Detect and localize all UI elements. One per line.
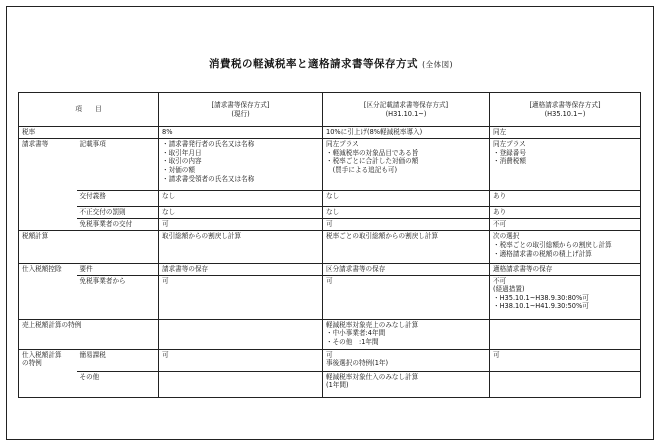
simplified-current: 可 (159, 349, 323, 371)
label-purchase-special-line2: の特例 (22, 359, 42, 368)
list-item: ・登録番号 (493, 148, 526, 157)
list-item: ・請求書受領者の氏名又は名称 (162, 174, 255, 183)
issue-duty-kubun: なし (323, 191, 490, 207)
input-req-kubun: 区分請求書等の保存 (323, 263, 490, 275)
list-item: ・軽減税率の対象品目である旨 (326, 148, 419, 157)
header-kubun-title: [区分記載請求書等保存方式] (363, 100, 449, 109)
list-item: ・税率ごとに合計した対価の額 (326, 157, 419, 166)
header-current (159, 93, 323, 127)
input-exempt-qualified (490, 275, 641, 319)
label-invoice-items: 記載事項 (77, 139, 159, 191)
list-item: 軽減税率対象仕入のみなし計算 (326, 372, 419, 381)
list-item: 同左プラス (493, 140, 526, 149)
label-tax-rate: 税率 (19, 127, 159, 139)
list-item: ・対価の額 (162, 165, 195, 174)
list-item: 事後選択の特例(1年) (326, 359, 389, 368)
row-exempt-issue (19, 219, 641, 231)
exempt-issue-qualified: 不可 (490, 219, 641, 231)
simplified-qualified: 可 (490, 349, 641, 371)
list-item: (買手による追記も可) (326, 165, 398, 174)
invoice-items-qualified (490, 139, 641, 191)
list-item: 次の選択 (493, 232, 520, 241)
input-exempt-kubun: 可 (323, 275, 490, 319)
row-input-exempt (19, 275, 641, 319)
list-item: (経過措置) (493, 285, 525, 294)
document-title (0, 56, 662, 71)
header-row (19, 93, 641, 127)
label-invoice: 請求書等 (19, 139, 77, 231)
tax-calc-kubun: 税率ごとの取引総額からの割戻し計算 (323, 231, 490, 263)
input-req-qualified: 適格請求書等の保存 (490, 263, 641, 275)
row-sales-special (19, 319, 641, 349)
header-kubun (323, 93, 490, 127)
sales-special-current (159, 319, 323, 349)
list-item: ・取引年月日 (162, 148, 202, 157)
label-simplified: 簡易課税 (77, 349, 159, 371)
sales-special-qualified (490, 319, 641, 349)
tax-rate-kubun: 10%に引上げ(8%軽減税率導入) (323, 127, 490, 139)
row-issue-duty (19, 191, 641, 207)
title-subtitle: (全体図) (422, 60, 453, 69)
sales-special-kubun (323, 319, 490, 349)
header-current-date: (現行) (231, 109, 250, 118)
header-qualified-date: (H35.10.1~) (544, 109, 586, 118)
simplified-kubun (323, 349, 490, 371)
tax-rate-qualified: 同左 (490, 127, 641, 139)
row-penalty (19, 207, 641, 219)
tax-calc-current: 取引総額からの割戻し計算 (159, 231, 323, 263)
issue-duty-qualified: あり (490, 191, 641, 207)
invoice-items-kubun (323, 139, 490, 191)
label-input-credit: 仕入税額控除 (19, 263, 77, 319)
list-item: ・中小事業者:4年間 (326, 329, 386, 338)
list-item: ・H35.10.1~H38.9.30:80%可 (493, 293, 589, 302)
purchase-other-qualified (490, 371, 641, 397)
invoice-items-current (159, 139, 323, 191)
input-req-current: 請求書等の保存 (159, 263, 323, 275)
list-item: 不可 (493, 276, 507, 285)
penalty-current: なし (159, 207, 323, 219)
header-qualified-title: [適格請求書等保存方式] (529, 100, 601, 109)
list-item: ・取引の内容 (162, 157, 202, 166)
issue-duty-current: なし (159, 191, 323, 207)
header-current-title: [請求書等保存方式] (211, 100, 270, 109)
row-tax-rate (19, 127, 641, 139)
label-penalty: 不正交付の罰則 (77, 207, 159, 219)
title-text: 消費税の軽減税率と適格請求書等保存方式 (208, 58, 418, 70)
label-exempt-issue: 免税事業者の交付 (77, 219, 159, 231)
row-purchase-simplified (19, 349, 641, 371)
label-purchase-other: その他 (77, 371, 159, 397)
input-exempt-current: 可 (159, 275, 323, 319)
label-input-req: 要件 (77, 263, 159, 275)
purchase-other-kubun (323, 371, 490, 397)
label-issue-duty: 交付義務 (77, 191, 159, 207)
row-input-req (19, 263, 641, 275)
label-tax-calc: 税額計算 (19, 231, 159, 263)
purchase-other-current (159, 371, 323, 397)
list-item: ・その他 :1年間 (326, 337, 379, 346)
row-invoice-items (19, 139, 641, 191)
row-purchase-other (19, 371, 641, 397)
list-item: (1年間) (326, 381, 349, 390)
label-purchase-special-line1: 仕入税額計算 (22, 350, 62, 359)
row-tax-calc (19, 231, 641, 263)
penalty-kubun: なし (323, 207, 490, 219)
tax-rate-current: 8% (159, 127, 323, 139)
tax-calc-qualified (490, 231, 641, 263)
list-item: 可 (326, 350, 333, 359)
list-item: ・H38.10.1~H41.9.30:50%可 (493, 302, 589, 311)
header-qualified (490, 93, 641, 127)
list-item: 軽減税率対象売上のみなし計算 (326, 320, 419, 329)
comparison-table (18, 92, 641, 398)
label-input-exempt: 免税事業者から (77, 275, 159, 319)
list-item: ・消費税額 (493, 157, 526, 166)
list-item: 同左プラス (326, 140, 359, 149)
penalty-qualified: あり (490, 207, 641, 219)
header-kubun-date: (H31.10.1~) (385, 109, 427, 118)
exempt-issue-kubun: 可 (323, 219, 490, 231)
list-item: ・適格請求書の税額の積上げ計算 (493, 249, 592, 258)
label-purchase-special (19, 349, 77, 397)
header-item: 項 目 (19, 93, 159, 127)
list-item: ・請求書発行者の氏名又は名称 (162, 140, 255, 149)
label-sales-special: 売上税額計算の特例 (19, 319, 159, 349)
exempt-issue-current: 可 (159, 219, 323, 231)
list-item: ・税率ごとの取引総額からの割戻し計算 (493, 241, 612, 249)
